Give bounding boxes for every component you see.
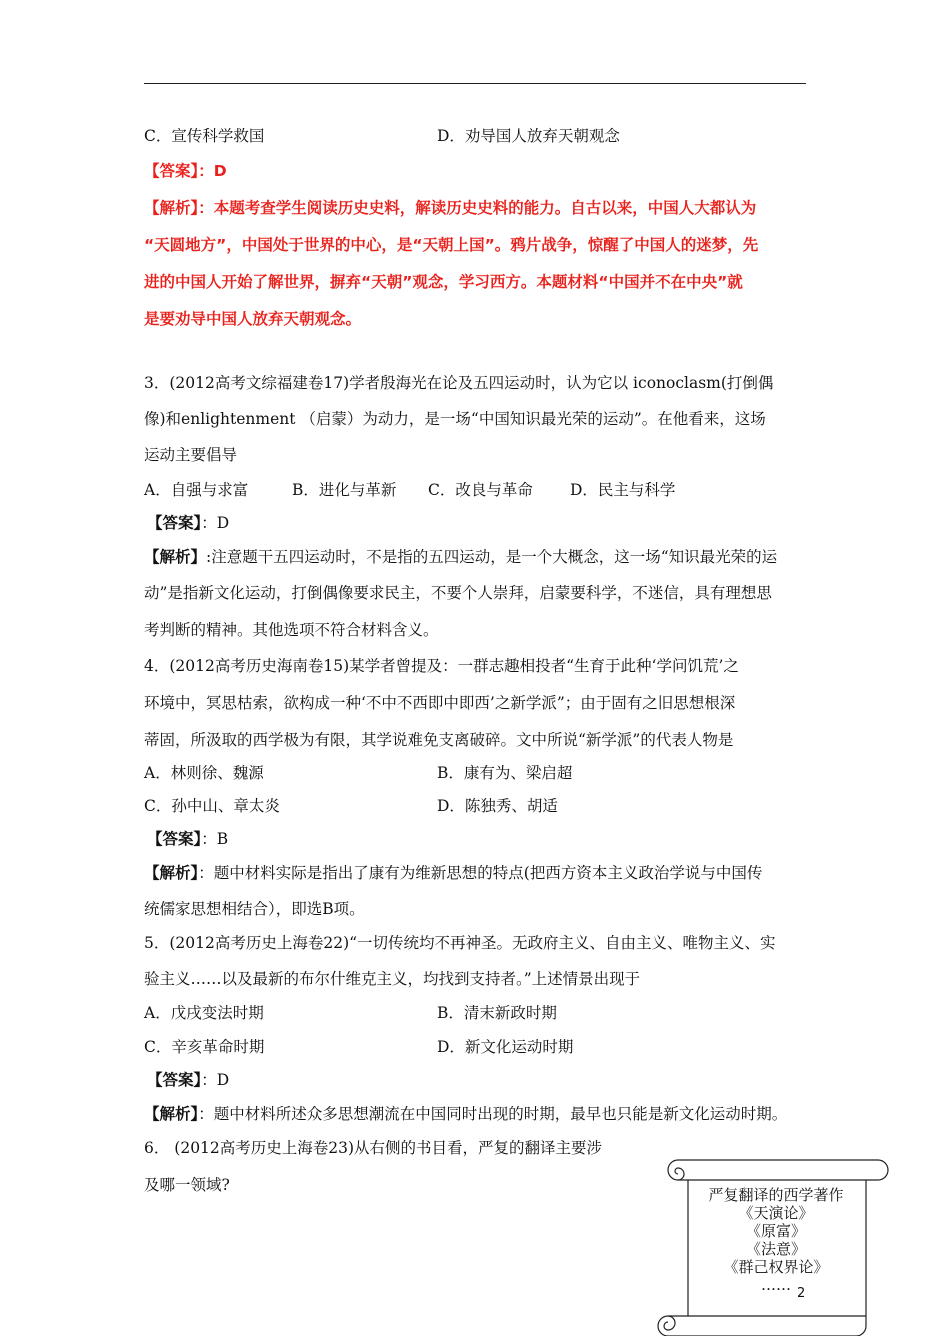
q5-stem-line: 验主义……以及最新的布尔什维克主义，均找到支持者。”上述情景出现于	[144, 970, 641, 988]
q2-analysis-line: 是要劝导中国人放弃天朝观念。	[144, 310, 362, 328]
q5-option-c: C．辛亥革命时期	[144, 1038, 265, 1056]
q6-stem-line: 及哪一领域?	[144, 1176, 230, 1194]
q4-stem-line: 蒂固，所汲取的西学极为有限，其学说难免支离破碎。文中所说“新学派”的代表人物是	[144, 731, 734, 749]
q4-analysis-line	[144, 862, 762, 884]
q5-stem-line: 5．(2012高考历史上海卷22)“一切传统均不再神圣。无政府主义、自由主义、唯物主义、实	[144, 934, 776, 952]
q2-option-d: D．劝导国人放弃天朝观念	[437, 127, 620, 145]
q3-stem-line: 运动主要倡导	[144, 446, 238, 464]
answer-label: 【答案】	[147, 514, 202, 532]
q5-option-d: D．新文化运动时期	[437, 1038, 574, 1056]
answer-label: 【答案】	[147, 830, 202, 848]
scroll-title: 严复翻译的西学著作	[708, 1186, 844, 1204]
q4-option-c: C．孙中山、章太炎	[144, 797, 280, 815]
q3-analysis-line: 考判断的精神。其他选项不符合材料含义。	[144, 621, 439, 639]
header-rule	[144, 83, 806, 84]
q4-stem-line: 环境中，冥思枯索，欲构成一种‘不中不西即中即西’之新学派”；由于固有之旧思想根深	[144, 694, 736, 712]
scroll-ellipsis: ……	[761, 1276, 791, 1294]
q3-option-b: B．进化与革新	[292, 481, 397, 499]
q3-analysis-line: 动”是指新文化运动，打倒偶像要求民主，不要个人崇拜，启蒙要科学，不迷信，具有理想思	[144, 584, 772, 602]
book-title: 《原富》	[745, 1222, 806, 1240]
analysis-text: ：题中材料所述众多思想潮流在中国同时出现的时期，最早也只能是新文化运动时期。	[198, 1105, 788, 1123]
q3-answer	[147, 512, 229, 534]
q5-answer	[147, 1069, 229, 1091]
book-title: 《天演论》	[738, 1204, 814, 1222]
q3-stem-line: 像)和enlightenment （启蒙）为动力，是一场“中国知识最光荣的运动”。在他看来，这场	[144, 410, 766, 428]
q5-option-a: A．戊戌变法时期	[144, 1004, 264, 1022]
analysis-label: 【解析】	[144, 1105, 199, 1123]
q4-analysis-line: 统儒家思想相结合），即选B项。	[144, 900, 365, 918]
q5-option-b: B．清末新政时期	[437, 1004, 557, 1022]
analysis-text: :注意题干五四运动时，不是指的五四运动，是一个大概念，这一场“知识最光荣的运	[206, 548, 778, 566]
q2-answer: 【答案】：D	[144, 162, 227, 180]
q6-stem-line: 6． (2012高考历史上海卷23)从右侧的书目看，严复的翻译主要涉	[144, 1139, 603, 1157]
analysis-text: ：题中材料实际是指出了康有为维新思想的特点(把西方资本主义政治学说与中国传	[198, 864, 763, 882]
q3-analysis-line	[144, 546, 777, 568]
q4-stem-line: 4．(2012高考历史海南卷15)某学者曾提及：一群志趣相投者“生育于此种‘学问饥荒’之	[144, 657, 739, 675]
q2-option-c: C．宣传科学救国	[144, 127, 265, 145]
page-number: 2	[797, 1286, 806, 1301]
q3-stem-line: 3．(2012高考文综福建卷17)学者殷海光在论及五四运动时，认为它以 iconoclasm(打倒偶	[144, 374, 774, 392]
answer-value: ：B	[201, 830, 229, 848]
q2-analysis-line: 【解析】：本题考查学生阅读历史史料，解读历史史料的能力。自古以来，中国人大都认为	[144, 199, 757, 217]
q4-option-d: D．陈独秀、胡适	[437, 797, 558, 815]
q3-option-d: D．民主与科学	[570, 481, 676, 499]
q3-option-a: A．自强与求富	[144, 481, 249, 499]
analysis-label: 【解析】	[144, 548, 207, 566]
q2-analysis-line: 进的中国人开始了解世界，摒弃“天朝”观念，学习西方。本题材料“中国并不在中央”就	[144, 273, 743, 291]
q2-analysis-line: “天圆地方”，中国处于世界的中心，是“天朝上国”。鸦片战争，惊醒了中国人的迷梦，先	[144, 236, 759, 254]
q4-option-b: B．康有为、梁启超	[437, 764, 573, 782]
book-title: 《群己权界论》	[723, 1258, 829, 1276]
scroll-text	[684, 1186, 868, 1294]
answer-value: ：D	[201, 1071, 230, 1089]
answer-value: ：D	[201, 514, 230, 532]
q4-answer	[147, 828, 228, 850]
book-title: 《法意》	[745, 1240, 806, 1258]
q3-option-c: C．改良与革命	[428, 481, 533, 499]
answer-label: 【答案】	[147, 1071, 202, 1089]
q5-analysis-line	[144, 1103, 787, 1125]
q4-option-a: A．林则徐、魏源	[144, 764, 264, 782]
analysis-label: 【解析】	[144, 864, 199, 882]
